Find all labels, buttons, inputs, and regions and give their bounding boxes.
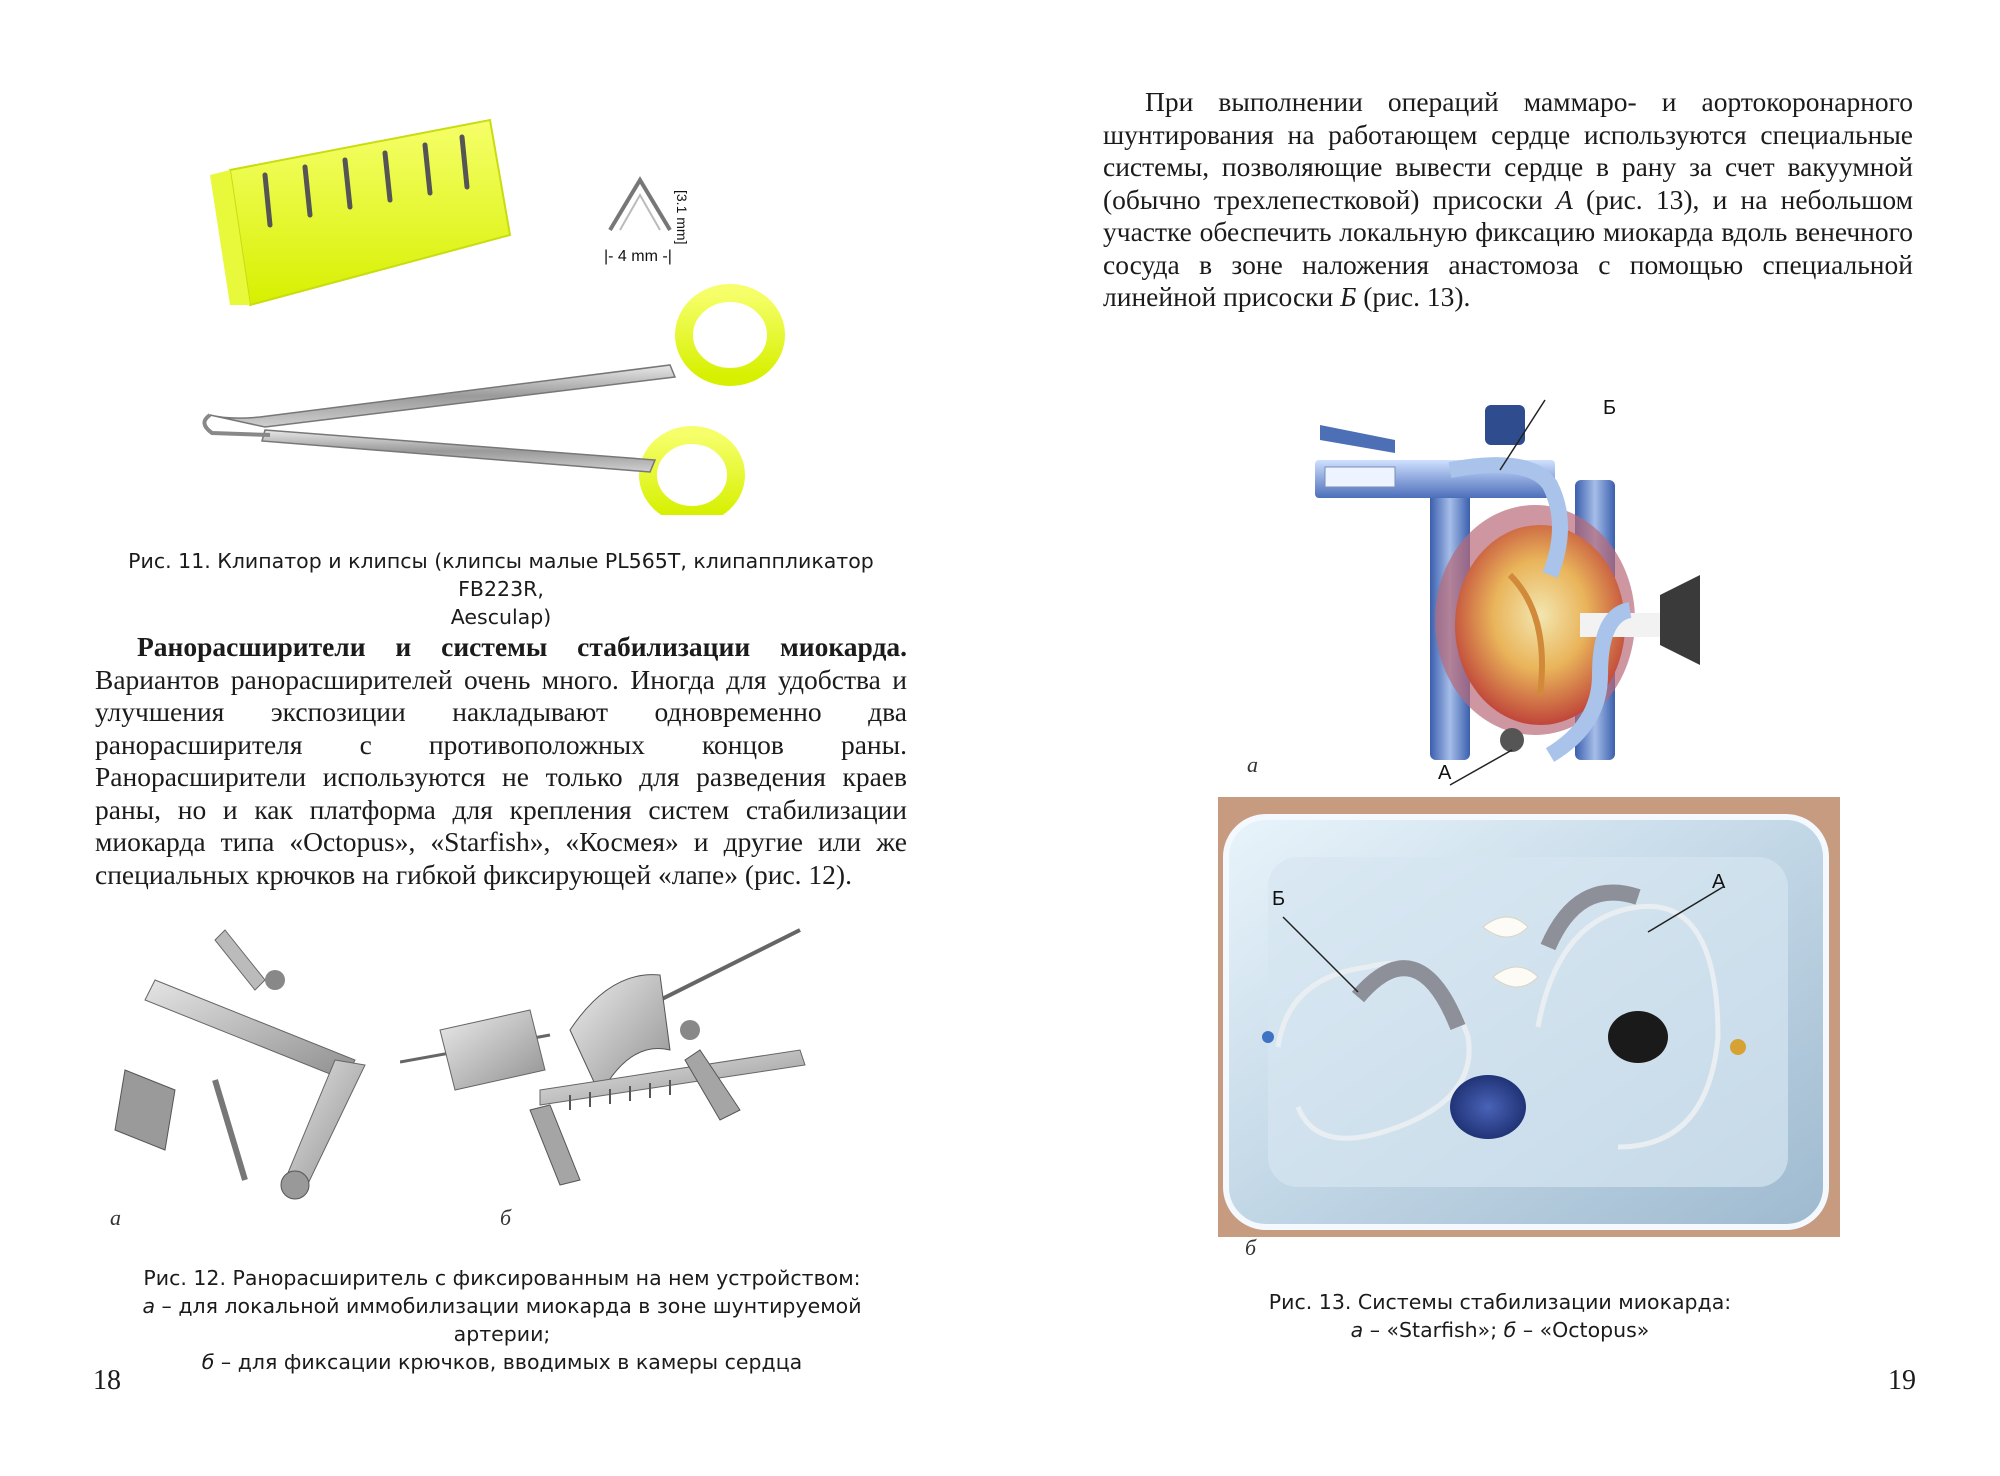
intro-text-3: (рис. 13).	[1356, 281, 1471, 312]
figure-13-caption-letter-a: а	[1350, 1318, 1364, 1342]
figure-12-caption-text-b: – для фиксации крючков, вводимых в камеры сердца	[214, 1350, 803, 1374]
intro-text-2: (рис. 13), и на небольшом участке обеспечить локальную фиксацию миокарда вдоль венечного сосуда в зоне наложения анастомоза с помощью специальной линейной присоски	[1103, 183, 1914, 312]
page-number-left: 18	[93, 1365, 121, 1396]
intro-letter-a: А	[1555, 183, 1573, 215]
figure-13a-sublabel: а	[1247, 752, 1258, 777]
figure-13-caption-line1: Рис. 13. Системы стабилизации миокарда:	[1268, 1290, 1732, 1314]
right-page	[1000, 0, 2000, 1476]
figure-13b-sublabel: б	[1245, 1235, 1257, 1260]
figure-13b-image	[1218, 797, 1840, 1237]
intro-text-1: При выполнении операций маммаро- и аортокоронарного шунтирования на работающем сердце используются специальные системы, позволяющие вывести сердце в рану за счет вакуумной (обычно трехлепестковой) присоски	[1103, 86, 1913, 215]
figure-11-caption-line1: Рис. 11. Клипатор и клипсы (клипсы малые PL565T, клипаппликатор FB223R,	[128, 549, 874, 601]
section-title: Ранорасширители и системы стабилизации миокарда.	[137, 631, 907, 662]
figure-12a-label: а	[110, 1205, 121, 1230]
figure-13-caption-letter-b: б	[1503, 1318, 1517, 1342]
section-text: Вариантов ранорасширителей очень много. Иногда для удобства и улучшения экспозиции накладывают одновременно два ранорасширителя с противоположных концов раны. Ранорасширители используются не только для разведения краев раны, но и как платформа для крепления систем стабилизации миокарда типа «Octopus», «Starfish», «Космея» и другие или же специальных крючков на гибкой фиксирующей «лапе» (рис. 12).	[95, 663, 907, 890]
figure-12a-image	[105, 920, 385, 1210]
figure-13a-label-a: А	[1438, 762, 1452, 784]
figure-12-caption-text-a: – для локальной иммобилизации миокарда в зоне шунтируемой артерии;	[155, 1294, 862, 1346]
section-paragraph	[95, 631, 907, 891]
figure-13-caption-text-b: – «Octopus»	[1516, 1318, 1650, 1342]
figure-12-caption-letter-b: б	[201, 1350, 215, 1374]
figure-11-image	[190, 115, 810, 515]
figure-13-caption	[1200, 1288, 1800, 1344]
figure-13-caption-line2	[1200, 1316, 1800, 1344]
clip-height-dimension: [3.1 mm]	[674, 190, 690, 245]
intro-letter-b: Б	[1340, 281, 1357, 312]
page-number-right: 19	[1888, 1365, 1916, 1396]
figure-12-caption-letter-a: а	[142, 1294, 156, 1318]
figure-13b-label-b: Б	[1272, 888, 1286, 910]
figure-13a-label-b: Б	[1603, 397, 1617, 419]
clip-width-dimension: |- 4 mm -|	[604, 248, 672, 265]
intro-paragraph	[1103, 86, 1913, 314]
figure-12-caption	[96, 1264, 908, 1376]
figure-12-caption-line3	[96, 1348, 908, 1376]
figure-11-caption-line2: Aesculap)	[450, 605, 552, 629]
figure-12-caption-line1: Рис. 12. Ранорасширитель с фиксированным на нем устройством:	[143, 1266, 861, 1290]
figure-13-caption-text-a: – «Starfish»;	[1363, 1318, 1504, 1342]
figure-12-caption-line2	[96, 1292, 908, 1348]
figure-12b-image	[400, 920, 880, 1210]
figure-13b-label-a: А	[1712, 871, 1726, 893]
figure-12b-label: б	[500, 1205, 512, 1230]
figure-13a-image	[1300, 395, 1700, 795]
figure-11-caption	[96, 547, 906, 631]
